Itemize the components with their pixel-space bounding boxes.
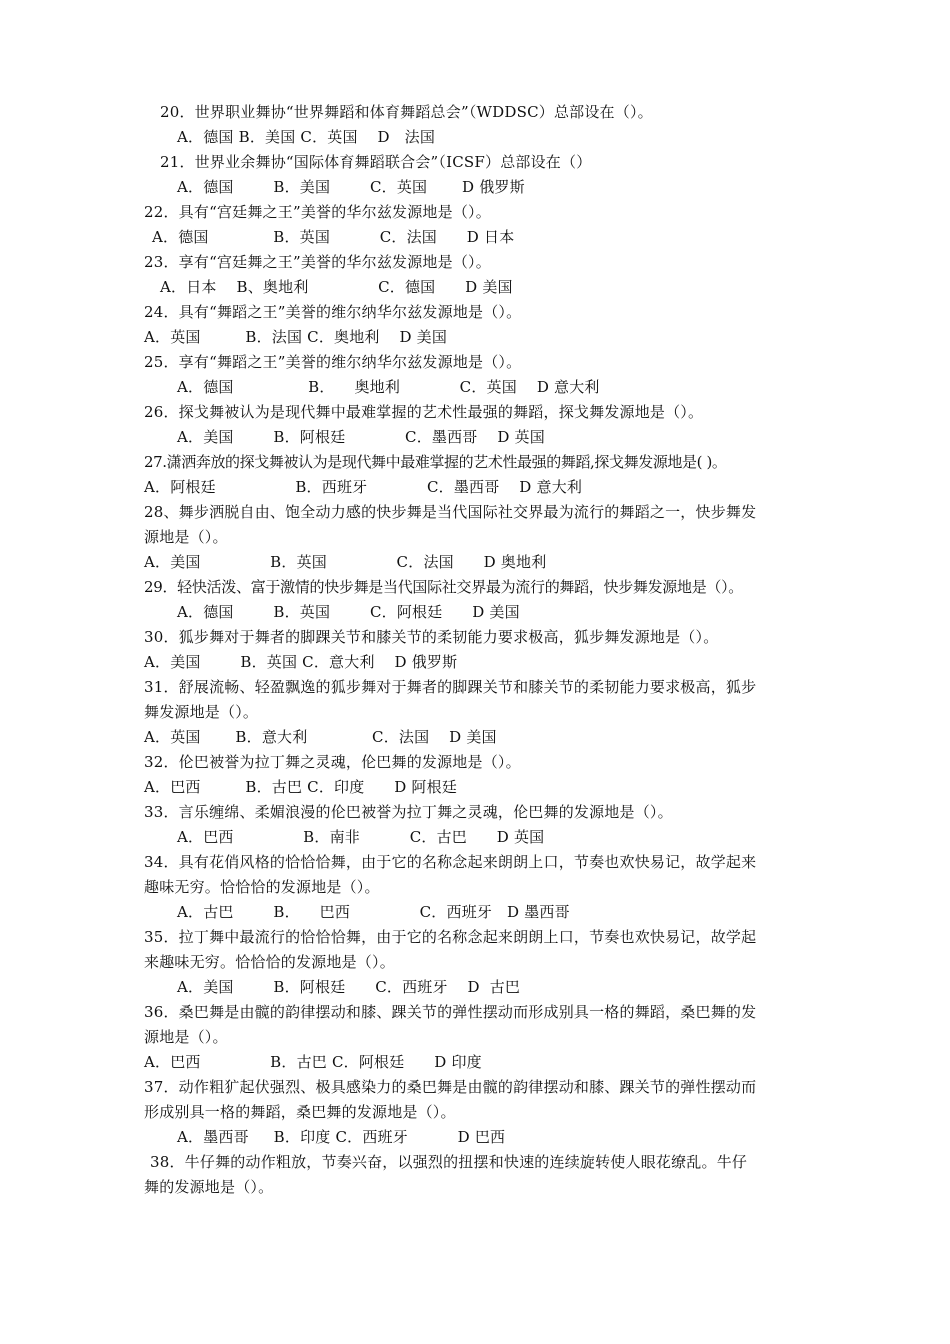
options-27: A．阿根廷 B．西班牙 C．墨西哥 D 意大利 <box>144 478 583 496</box>
question-35: 35．拉丁舞中最流行的恰恰恰舞，由于它的名称念起来朗朗上口，节奏也欢快易记，故学起 <box>144 928 757 946</box>
question-33: 33．言乐缠绵、柔媚浪漫的伦巴被誉为拉丁舞之灵魂，伦巴舞的发源地是（）。 <box>144 803 673 821</box>
options-28: A．美国 B．英国 C．法国 D 奥地利 <box>144 553 547 571</box>
question-36-cont: 源地是（）。 <box>144 1028 228 1046</box>
question-25: 25．享有“舞蹈之王”美誉的维尔纳华尔兹发源地是（）。 <box>144 353 522 371</box>
options-36: A．巴西 B．古巴 C．阿根廷 D 印度 <box>144 1053 482 1071</box>
question-24: 24．具有“舞蹈之王”美誉的维尔纳华尔兹发源地是（）。 <box>144 303 522 321</box>
question-37: 37．动作粗犷起伏强烈、极具感染力的桑巴舞是由髋的韵律摆动和膝、踝关节的弹性摆动而 <box>144 1078 757 1096</box>
question-34: 34．具有花俏风格的恰恰恰舞，由于它的名称念起来朗朗上口，节奏也欢快易记，故学起来 <box>144 853 757 871</box>
options-30: A．美国 B．英国 C．意大利 D 俄罗斯 <box>144 653 458 671</box>
options-37: A．墨西哥 B．印度 C．西班牙 D 巴西 <box>177 1128 506 1146</box>
question-36: 36．桑巴舞是由髋的韵律摆动和膝、踝关节的弹性摆动而形成别具一格的舞蹈，桑巴舞的发 <box>144 1003 757 1021</box>
options-26: A．美国 B．阿根廷 C．墨西哥 D 英国 <box>177 428 545 446</box>
question-29: 29．轻快活泼、富于激情的快步舞是当代国际社交界最为流行的舞蹈，快步舞发源地是（）。 <box>144 578 743 596</box>
options-31: A．英国 B．意大利 C．法国 D 美国 <box>144 728 497 746</box>
question-35-cont: 来趣味无穷。恰恰恰的发源地是（）。 <box>144 953 395 971</box>
options-20: A．德国 B．美国 C．英国 D 法国 <box>177 128 436 146</box>
options-32: A．巴西 B．古巴 C．印度 D 阿根廷 <box>144 778 458 796</box>
question-26: 26．探戈舞被认为是现代舞中最难掌握的艺术性最强的舞蹈，探戈舞发源地是（）。 <box>144 403 704 421</box>
question-28-cont: 源地是（）。 <box>144 528 228 546</box>
question-38: 38．牛仔舞的动作粗放，节奏兴奋，以强烈的扭摆和快速的连续旋转使人眼花缭乱。牛仔 <box>150 1153 748 1171</box>
question-28: 28、舞步洒脱自由、饱全动力感的快步舞是当代国际社交界最为流行的舞蹈之一，快步舞发 <box>144 503 757 521</box>
question-27: 27.潇洒奔放的探戈舞被认为是现代舞中最难掌握的艺术性最强的舞蹈,探戈舞发源地是( )。 <box>144 453 727 471</box>
question-31: 31．舒展流畅、轻盈飘逸的狐步舞对于舞者的脚踝关节和膝关节的柔韧能力要求极高，狐步 <box>144 678 757 696</box>
question-31-cont: 舞发源地是（）。 <box>144 703 259 721</box>
question-34-cont: 趣味无穷。恰恰恰的发源地是（）。 <box>144 878 380 896</box>
question-37-cont: 形成别具一格的舞蹈，桑巴舞的发源地是（）。 <box>144 1103 456 1121</box>
options-35: A．美国 B．阿根廷 C．西班牙 D 古巴 <box>177 978 521 996</box>
question-20: 20．世界职业舞协“世界舞蹈和体育舞蹈总会”（WDDSC）总部设在（）。 <box>160 103 653 121</box>
options-25: A．德国 B． 奥地利 C．英国 D 意大利 <box>177 378 600 396</box>
question-32: 32．伦巴被誉为拉丁舞之灵魂，伦巴舞的发源地是（）。 <box>144 753 521 771</box>
options-33: A．巴西 B．南非 C．古巴 D 英国 <box>177 828 545 846</box>
question-21: 21．世界业余舞协“国际体育舞蹈联合会”（ICSF）总部设在（） <box>160 153 592 171</box>
question-30: 30．狐步舞对于舞者的脚踝关节和膝关节的柔韧能力要求极高，狐步舞发源地是（）。 <box>144 628 719 646</box>
question-23: 23．享有“宫廷舞之王”美誉的华尔兹发源地是（）。 <box>144 253 491 271</box>
options-29: A．德国 B．英国 C．阿根廷 D 美国 <box>177 603 520 621</box>
options-23: A．日本 B、奥地利 C．德国 D 美国 <box>160 278 513 296</box>
question-38-cont: 舞的发源地是（）。 <box>144 1178 274 1196</box>
options-22: A．德国 B．英国 C．法国 D 日本 <box>152 228 515 246</box>
options-34: A．古巴 B． 巴西 C．西班牙 D 墨西哥 <box>177 903 570 921</box>
question-22: 22．具有“宫廷舞之王”美誉的华尔兹发源地是（）。 <box>144 203 491 221</box>
options-24: A．英国 B．法国 C．奥地利 D 美国 <box>144 328 448 346</box>
options-21: A．德国 B．美国 C．英国 D 俄罗斯 <box>177 178 525 196</box>
